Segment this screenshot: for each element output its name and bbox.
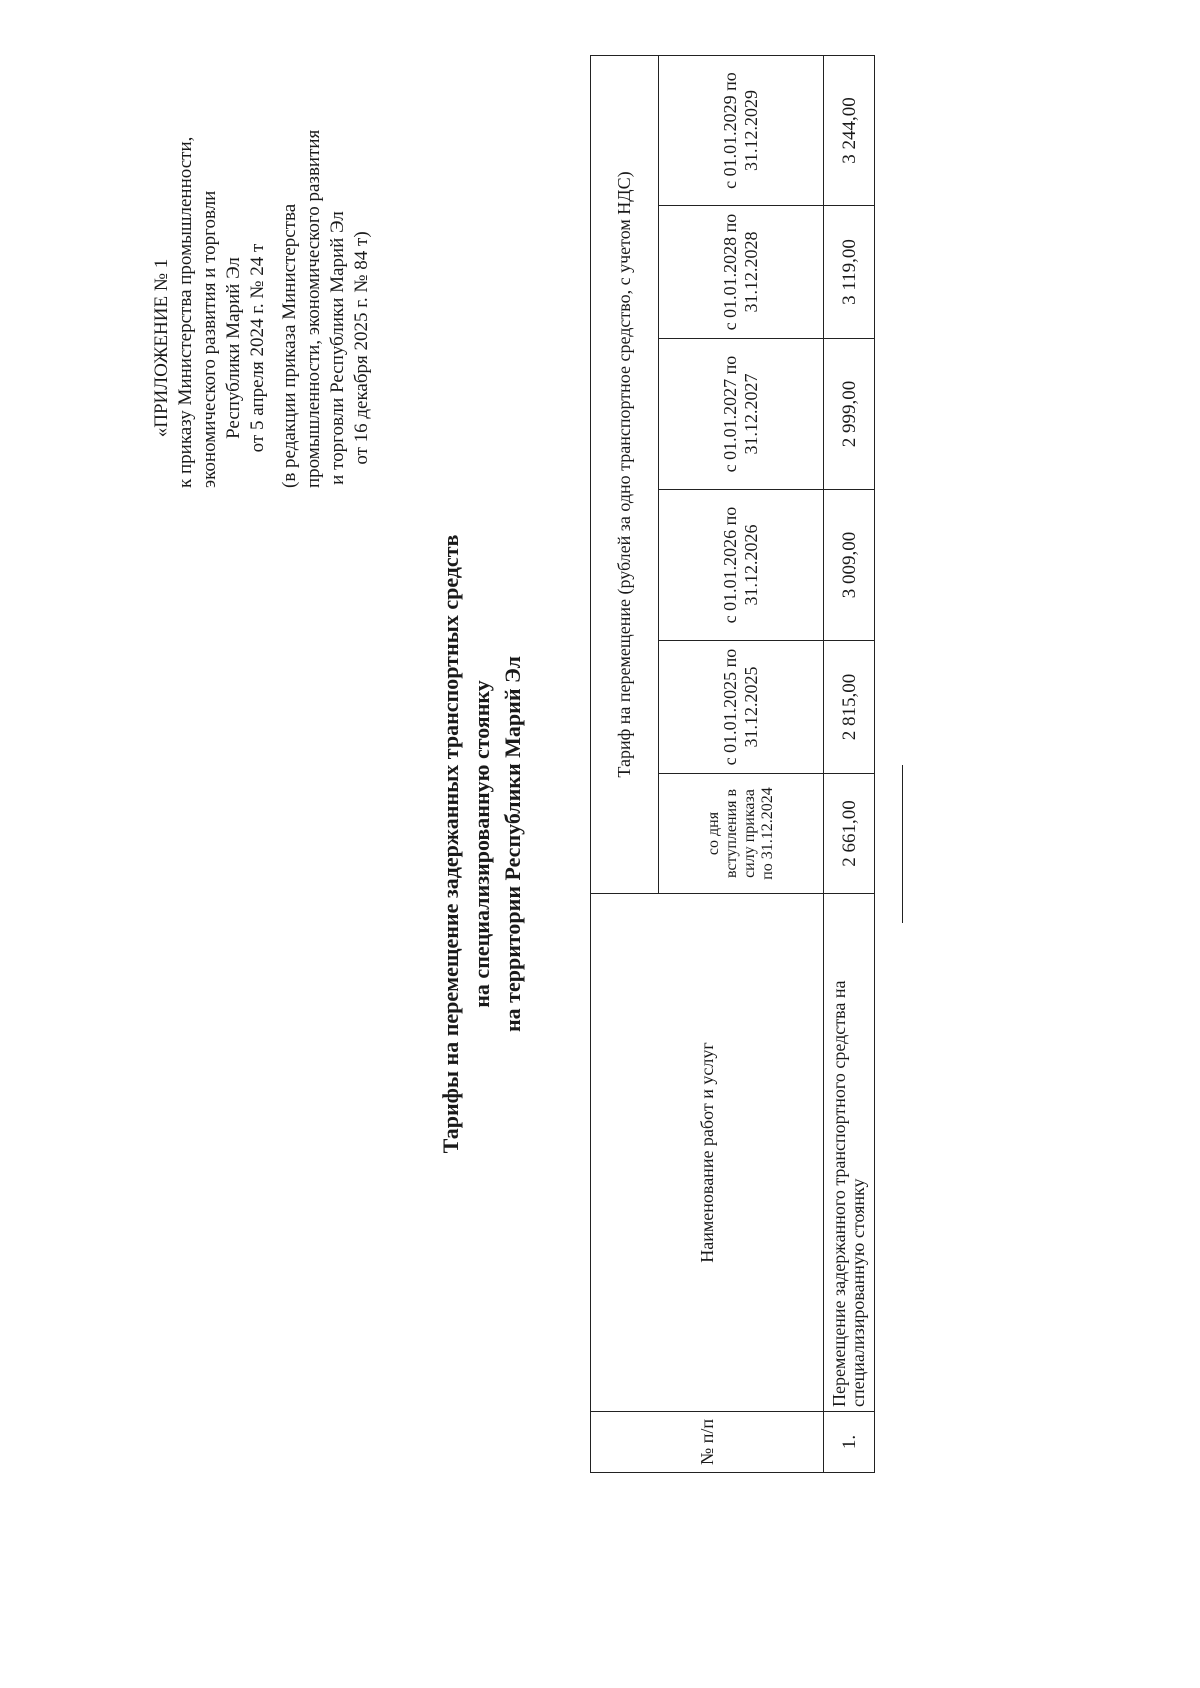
row-service-name: Перемещение задержанного транспортного средства на специализированную стоянку [824, 894, 875, 1412]
tariff-value: 3 244,00 [824, 56, 875, 206]
tariff-table [590, 55, 875, 1473]
appendix-header [150, 129, 374, 488]
amendment-line: (в редакции приказа Министерства [279, 203, 300, 488]
period-header: с 01.01.2025 по 31.12.2025 [658, 641, 823, 774]
order-ref-line: Республики Марий Эл [223, 257, 244, 439]
title-line: на территории Республики Марий Эл [500, 656, 525, 1032]
period-header: с 01.01.2026 по 31.12.2026 [658, 490, 823, 641]
column-header-name: Наименование работ и услуг [591, 894, 824, 1412]
amendment-line: и торговли Республики Марий Эл [327, 211, 348, 485]
tariff-value: 2 999,00 [824, 339, 875, 490]
end-divider [902, 765, 903, 923]
tariff-value: 2 661,00 [824, 774, 875, 894]
row-number: 1. [824, 1412, 875, 1473]
tariff-value: 2 815,00 [824, 641, 875, 774]
order-date-line: от 5 апреля 2024 г. № 24 т [247, 243, 268, 453]
period-header: с 01.01.2028 по 31.12.2028 [658, 206, 823, 339]
period-header: с 01.01.2029 по 31.12.2029 [658, 56, 823, 206]
column-header-number: № п/п [591, 1412, 824, 1473]
period-header: с 01.01.2027 по 31.12.2027 [658, 339, 823, 490]
tariff-value: 3 009,00 [824, 490, 875, 641]
table-row [824, 56, 875, 1473]
amendment-date-line: от 16 декабря 2025 г. № 84 т) [351, 231, 372, 465]
tariff-header: Тариф на перемещение (рублей за одно транспортное средство, с учетом НДС) [591, 56, 659, 894]
appendix-title: «ПРИЛОЖЕНИЕ № 1 [151, 258, 172, 438]
order-ref-line: экономического развития и торговли [199, 190, 220, 488]
table-header-row [591, 56, 659, 1473]
title-line: Тарифы на перемещение задержанных транспортных средств [438, 534, 463, 1154]
period-header: со дня вступления в силу приказа по 31.12.2024 [658, 774, 823, 894]
document-title [435, 200, 528, 1488]
amendment-line: промышленности, экономического развития [303, 129, 324, 488]
title-line: на специализированную стоянку [469, 680, 494, 1008]
tariff-value: 3 119,00 [824, 206, 875, 339]
order-ref-line: к приказу Министерства промышленности, [175, 136, 196, 488]
